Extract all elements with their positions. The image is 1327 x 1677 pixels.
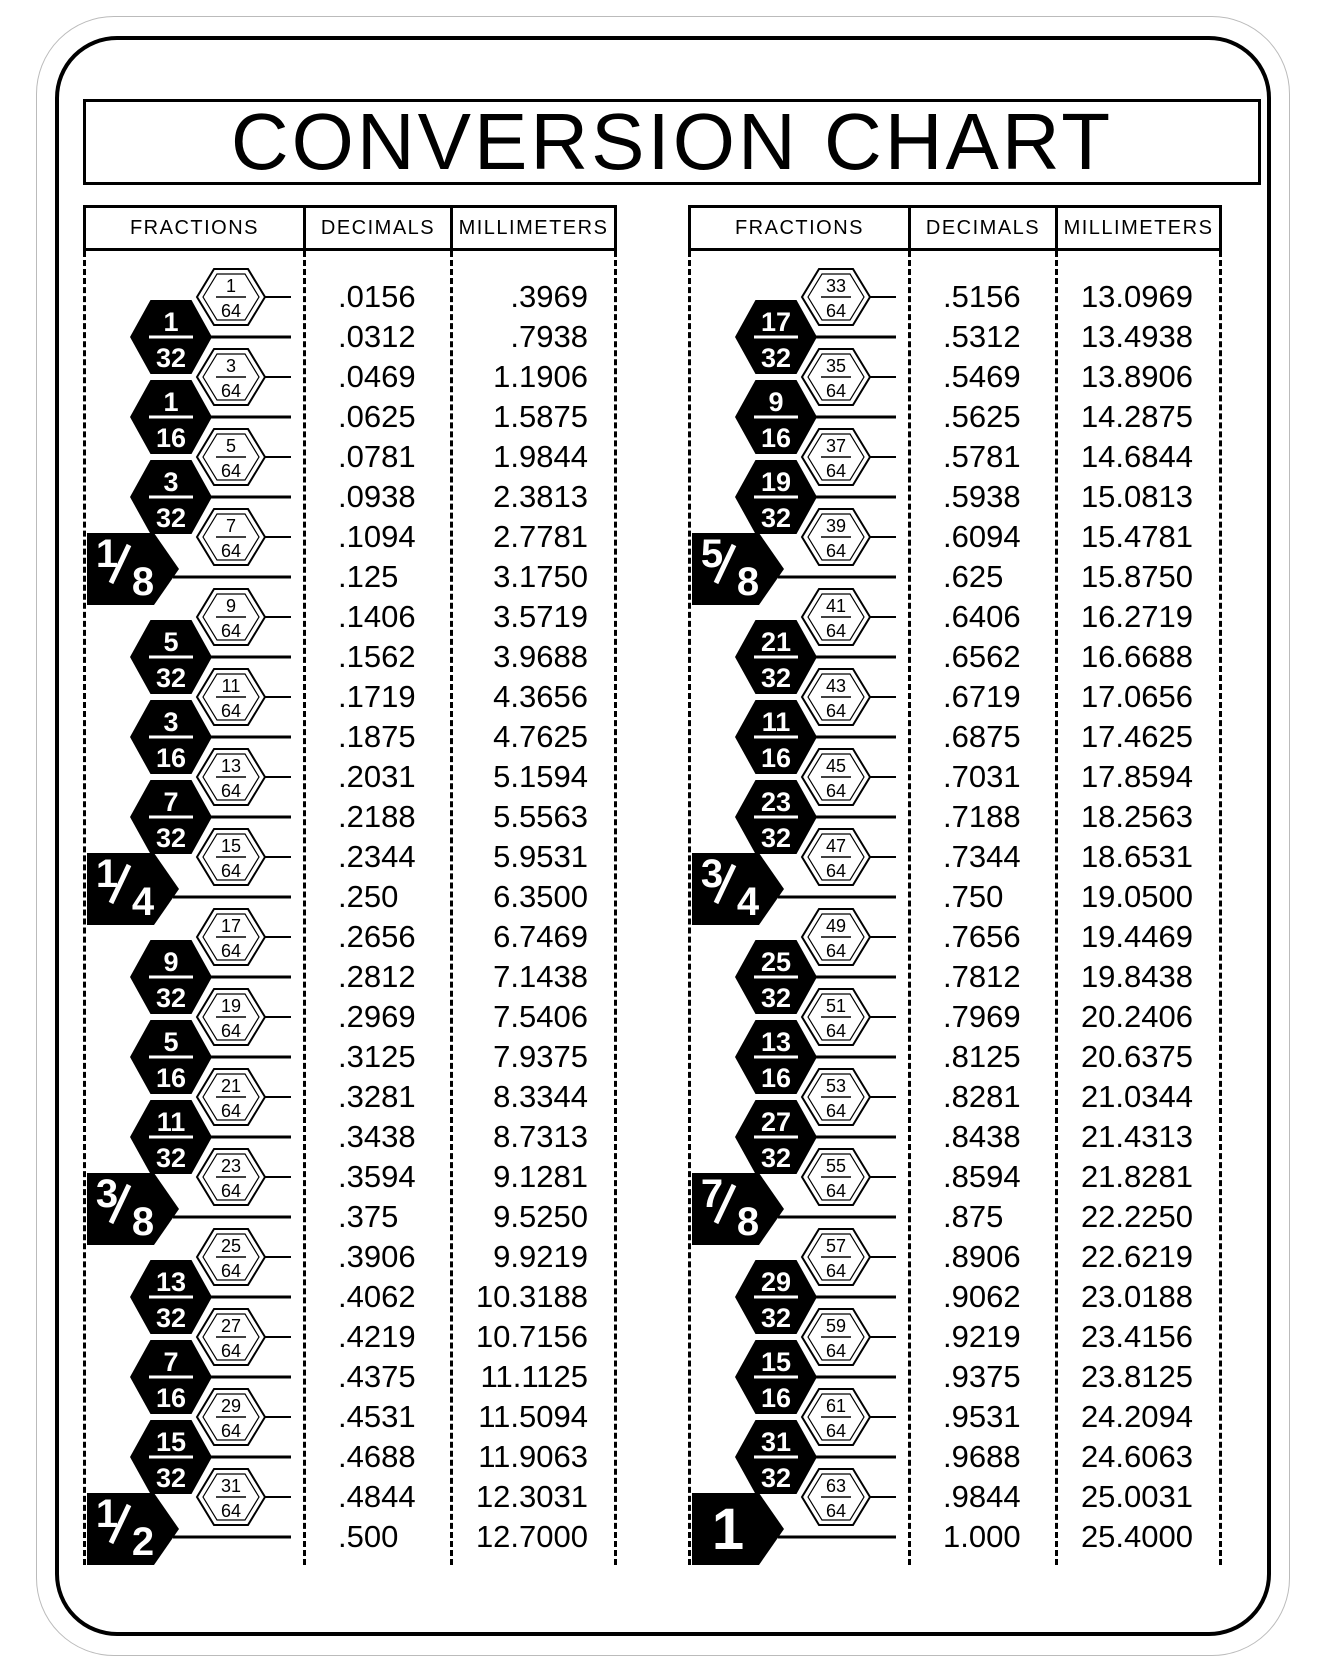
decimal-cell: .4375 xyxy=(338,1359,416,1394)
fraction-numerator: 11 xyxy=(221,676,241,696)
fraction-badge xyxy=(197,1309,291,1365)
fraction-denominator: 64 xyxy=(220,621,242,641)
fraction-denominator: 64 xyxy=(220,1421,242,1441)
millimeters-cell: 20.6375 xyxy=(1080,1039,1193,1074)
fraction-badge xyxy=(197,509,291,565)
decimal-cell: .7188 xyxy=(943,799,1021,834)
fraction-numerator: 21 xyxy=(760,627,792,657)
fraction-numerator: 31 xyxy=(760,1427,792,1457)
fraction-numerator: 45 xyxy=(825,756,847,776)
fraction-denominator: 64 xyxy=(825,861,847,881)
fraction-denominator: 64 xyxy=(220,541,242,561)
millimeters-cell: 16.2719 xyxy=(1080,599,1193,634)
millimeters-cell: 1.1906 xyxy=(493,359,588,394)
fraction-numerator: 31 xyxy=(220,1476,242,1496)
fraction-numerator: 23 xyxy=(220,1156,242,1176)
decimal-cell: .750 xyxy=(943,879,1004,914)
millimeters-cell: 7.9375 xyxy=(493,1039,588,1074)
fraction-badge xyxy=(197,989,291,1045)
fraction-numerator: 7 xyxy=(700,1172,724,1216)
millimeters-cell: 1.9844 xyxy=(493,439,588,474)
millimeters-cell: 7.5406 xyxy=(493,999,588,1034)
decimal-cell: .3594 xyxy=(338,1159,416,1194)
fraction-denominator: 64 xyxy=(825,1021,847,1041)
fraction-badge xyxy=(802,749,896,805)
fraction-denominator: 16 xyxy=(760,743,792,773)
decimal-cell: .9531 xyxy=(943,1399,1021,1434)
fraction-numerator: 57 xyxy=(825,1236,847,1256)
millimeters-cell: 4.3656 xyxy=(493,679,588,714)
fraction-denominator: 64 xyxy=(825,541,847,561)
fraction-numerator: 51 xyxy=(825,996,847,1016)
millimeters-cell: 2.7781 xyxy=(493,519,588,554)
fraction-numerator: 9 xyxy=(225,596,237,616)
decimal-cell: .7812 xyxy=(943,959,1021,994)
millimeters-cell: 19.0500 xyxy=(1080,879,1193,914)
fraction-numerator: 27 xyxy=(760,1107,792,1137)
millimeters-cell: 9.9219 xyxy=(493,1239,588,1274)
fraction-numerator: 13 xyxy=(155,1267,187,1297)
decimal-cell: .5469 xyxy=(943,359,1021,394)
fraction-denominator: 32 xyxy=(760,1463,792,1493)
fraction-numerator: 3 xyxy=(225,356,237,376)
fraction-numerator: 5 xyxy=(700,532,724,576)
table-left xyxy=(83,205,651,1565)
millimeters-cell: 18.6531 xyxy=(1080,839,1193,874)
decimal-cell: .6094 xyxy=(943,519,1021,554)
decimal-cell: .8125 xyxy=(943,1039,1021,1074)
decimal-cell: .0938 xyxy=(338,479,416,514)
fraction-badge xyxy=(197,589,291,645)
decimal-cell: .1406 xyxy=(338,599,416,634)
fraction-denominator: 64 xyxy=(220,301,242,321)
fraction-denominator: 64 xyxy=(220,941,242,961)
decimal-cell: .6875 xyxy=(943,719,1021,754)
millimeters-cell: 7.1438 xyxy=(493,959,588,994)
millimeters-cell: 2.3813 xyxy=(493,479,588,514)
millimeters-cell: 12.3031 xyxy=(475,1479,588,1514)
fraction-numerator: 53 xyxy=(825,1076,847,1096)
millimeters-cell: 23.4156 xyxy=(1080,1319,1193,1354)
fraction-numerator: 47 xyxy=(825,836,847,856)
decimal-cell: .6719 xyxy=(943,679,1021,714)
millimeters-cell: 11.5094 xyxy=(478,1399,588,1434)
fraction-badge xyxy=(802,1469,896,1525)
millimeters-cell: 3.1750 xyxy=(493,559,588,594)
fraction-denominator: 32 xyxy=(760,983,792,1013)
fraction-numerator: 3 xyxy=(163,707,179,737)
fraction-denominator: 64 xyxy=(825,1261,847,1281)
fraction-badge xyxy=(197,749,291,805)
millimeters-cell: .3969 xyxy=(510,279,588,314)
millimeters-cell: 11.1125 xyxy=(480,1359,588,1394)
millimeters-cell: 19.4469 xyxy=(1080,919,1193,954)
millimeters-cell: 8.3344 xyxy=(493,1079,588,1114)
fraction-badge xyxy=(197,429,291,485)
fraction-whole: 1 xyxy=(711,1497,745,1562)
fraction-badge xyxy=(197,269,291,325)
millimeters-cell: 3.9688 xyxy=(493,639,588,674)
fraction-badge xyxy=(197,1069,291,1125)
table-right xyxy=(688,205,1256,1565)
decimal-cell: .250 xyxy=(338,879,399,914)
header-millimeters: MILLIMETERS xyxy=(1055,205,1222,251)
millimeters-cell: 13.0969 xyxy=(1080,279,1193,314)
fraction-badge xyxy=(197,349,291,405)
decimal-cell: .1875 xyxy=(338,719,416,754)
millimeters-cell: 17.8594 xyxy=(1080,759,1193,794)
decimal-cell: .5156 xyxy=(943,279,1021,314)
fraction-numerator: 11 xyxy=(761,707,791,737)
fraction-denominator: 64 xyxy=(825,1421,847,1441)
decimal-cell: .2656 xyxy=(338,919,416,954)
decimal-cell: .9844 xyxy=(943,1479,1021,1514)
fraction-numerator: 61 xyxy=(825,1396,847,1416)
fraction-badge xyxy=(802,509,896,565)
fraction-numerator: 59 xyxy=(825,1316,847,1336)
fraction-numerator: 29 xyxy=(220,1396,242,1416)
millimeters-cell: 1.5875 xyxy=(493,399,588,434)
decimal-cell: .4531 xyxy=(338,1399,416,1434)
decimal-cell: .1562 xyxy=(338,639,416,674)
fraction-numerator: 55 xyxy=(825,1156,847,1176)
fraction-numerator: 43 xyxy=(825,676,847,696)
fraction-denominator: 32 xyxy=(760,1143,792,1173)
decimal-cell: .4219 xyxy=(338,1319,416,1354)
fraction-numerator: 33 xyxy=(825,276,847,296)
decimal-cell: .375 xyxy=(338,1199,399,1234)
decimal-cell: .125 xyxy=(338,559,399,594)
header-fractions: FRACTIONS xyxy=(83,205,306,251)
millimeters-cell: 23.8125 xyxy=(1080,1359,1193,1394)
millimeters-cell: 11.9063 xyxy=(478,1439,588,1474)
fraction-numerator: 15 xyxy=(760,1347,792,1377)
millimeters-cell: .7938 xyxy=(510,319,588,354)
fraction-badge xyxy=(802,1229,896,1285)
millimeters-cell: 10.7156 xyxy=(475,1319,588,1354)
fraction-denominator: 16 xyxy=(155,1063,187,1093)
header-millimeters: MILLIMETERS xyxy=(450,205,617,251)
fraction-denominator: 64 xyxy=(825,621,847,641)
millimeters-cell: 9.1281 xyxy=(493,1159,588,1194)
fraction-badge xyxy=(802,349,896,405)
fraction-numerator: 15 xyxy=(155,1427,187,1457)
fraction-denominator: 8 xyxy=(131,560,155,604)
decimal-cell: .0625 xyxy=(338,399,416,434)
fraction-denominator: 64 xyxy=(825,1181,847,1201)
fraction-numerator: 9 xyxy=(163,947,179,977)
fraction-numerator: 27 xyxy=(220,1316,242,1336)
fraction-numerator: 1 xyxy=(163,387,179,417)
fraction-numerator: 25 xyxy=(220,1236,242,1256)
decimal-cell: .7031 xyxy=(943,759,1021,794)
decimal-cell: .8594 xyxy=(943,1159,1021,1194)
fraction-denominator: 64 xyxy=(825,1341,847,1361)
decimal-cell: .7344 xyxy=(943,839,1021,874)
header-fractions: FRACTIONS xyxy=(688,205,911,251)
decimal-cell: .1094 xyxy=(338,519,416,554)
fraction-denominator: 32 xyxy=(155,1303,187,1333)
decimal-cell: .625 xyxy=(943,559,1004,594)
decimal-cell: .0312 xyxy=(338,319,416,354)
fraction-numerator: 35 xyxy=(825,356,847,376)
decimal-cell: .8281 xyxy=(943,1079,1021,1114)
fraction-denominator: 8 xyxy=(736,560,760,604)
decimal-cell: .5938 xyxy=(943,479,1021,514)
fraction-denominator: 64 xyxy=(220,1021,242,1041)
fraction-denominator: 32 xyxy=(760,823,792,853)
fraction-denominator: 2 xyxy=(131,1520,155,1564)
millimeters-cell: 4.7625 xyxy=(493,719,588,754)
decimal-cell: .3125 xyxy=(338,1039,416,1074)
fraction-denominator: 32 xyxy=(155,1143,187,1173)
decimal-cell: .4844 xyxy=(338,1479,416,1514)
fraction-numerator: 37 xyxy=(825,436,847,456)
fraction-badge xyxy=(197,1469,291,1525)
decimal-cell: .8906 xyxy=(943,1239,1021,1274)
fraction-numerator: 29 xyxy=(760,1267,792,1297)
fraction-numerator: 41 xyxy=(825,596,847,616)
fraction-numerator: 9 xyxy=(768,387,784,417)
millimeters-cell: 6.3500 xyxy=(493,879,588,914)
decimal-cell: .5625 xyxy=(943,399,1021,434)
decimal-cell: .5312 xyxy=(943,319,1021,354)
fraction-numerator: 25 xyxy=(760,947,792,977)
fraction-denominator: 64 xyxy=(825,381,847,401)
millimeters-cell: 24.2094 xyxy=(1080,1399,1193,1434)
fraction-badge xyxy=(802,829,896,885)
millimeters-cell: 13.4938 xyxy=(1080,319,1193,354)
fraction-denominator: 64 xyxy=(220,1101,242,1121)
decimal-cell: .2188 xyxy=(338,799,416,834)
fraction-denominator: 16 xyxy=(760,1383,792,1413)
fraction-denominator: 64 xyxy=(220,781,242,801)
decimal-cell: .9062 xyxy=(943,1279,1021,1314)
decimal-cell: .2969 xyxy=(338,999,416,1034)
decimal-cell: .8438 xyxy=(943,1119,1021,1154)
fraction-denominator: 4 xyxy=(736,880,760,924)
fraction-denominator: 64 xyxy=(220,1261,242,1281)
fraction-badge xyxy=(197,1149,291,1205)
fraction-numerator: 21 xyxy=(220,1076,242,1096)
millimeters-cell: 3.5719 xyxy=(493,599,588,634)
decimal-cell: .3906 xyxy=(338,1239,416,1274)
millimeters-cell: 25.0031 xyxy=(1080,1479,1193,1514)
fraction-numerator: 5 xyxy=(225,436,237,456)
millimeters-cell: 21.8281 xyxy=(1080,1159,1193,1194)
fraction-numerator: 17 xyxy=(760,307,792,337)
decimal-cell: .3281 xyxy=(338,1079,416,1114)
fraction-badge xyxy=(802,989,896,1045)
fraction-badge xyxy=(802,1389,896,1445)
fraction-denominator: 32 xyxy=(760,503,792,533)
millimeters-cell: 5.1594 xyxy=(493,759,588,794)
fraction-badge xyxy=(197,1389,291,1445)
fraction-badge xyxy=(802,909,896,965)
fraction-denominator: 16 xyxy=(155,423,187,453)
decimal-cell: .1719 xyxy=(338,679,416,714)
decimal-cell: .6406 xyxy=(943,599,1021,634)
millimeters-cell: 19.8438 xyxy=(1080,959,1193,994)
millimeters-cell: 18.2563 xyxy=(1080,799,1193,834)
fraction-denominator: 64 xyxy=(220,1501,242,1521)
fraction-denominator: 32 xyxy=(155,663,187,693)
fraction-denominator: 64 xyxy=(220,1341,242,1361)
fraction-denominator: 64 xyxy=(825,701,847,721)
millimeters-cell: 22.2250 xyxy=(1080,1199,1193,1234)
fraction-denominator: 8 xyxy=(131,1200,155,1244)
fraction-denominator: 64 xyxy=(220,701,242,721)
fraction-denominator: 64 xyxy=(825,461,847,481)
fraction-badge xyxy=(802,269,896,325)
fraction-badge xyxy=(802,429,896,485)
fraction-denominator: 64 xyxy=(220,381,242,401)
decimal-cell: .5781 xyxy=(943,439,1021,474)
fraction-numerator: 15 xyxy=(220,836,242,856)
fraction-numerator: 7 xyxy=(225,516,237,536)
fraction-denominator: 32 xyxy=(155,343,187,373)
millimeters-cell: 23.0188 xyxy=(1080,1279,1193,1314)
millimeters-cell: 22.6219 xyxy=(1080,1239,1193,1274)
millimeters-cell: 15.0813 xyxy=(1080,479,1193,514)
millimeters-cell: 8.7313 xyxy=(493,1119,588,1154)
decimal-cell: .0781 xyxy=(338,439,416,474)
fraction-badge xyxy=(197,669,291,725)
fraction-badge xyxy=(197,909,291,965)
millimeters-cell: 15.8750 xyxy=(1080,559,1193,594)
fraction-denominator: 64 xyxy=(825,781,847,801)
fraction-numerator: 5 xyxy=(163,1027,179,1057)
decimal-cell: .7969 xyxy=(943,999,1021,1034)
fraction-numerator: 23 xyxy=(760,787,792,817)
millimeters-cell: 25.4000 xyxy=(1080,1519,1193,1554)
fraction-numerator: 3 xyxy=(700,852,724,896)
fraction-denominator: 64 xyxy=(220,1181,242,1201)
fraction-badge xyxy=(802,1309,896,1365)
decimal-cell: .2344 xyxy=(338,839,416,874)
fraction-numerator: 3 xyxy=(163,467,179,497)
fraction-denominator: 32 xyxy=(155,1463,187,1493)
decimal-cell: .2031 xyxy=(338,759,416,794)
millimeters-cell: 10.3188 xyxy=(475,1279,588,1314)
fraction-denominator: 16 xyxy=(155,1383,187,1413)
fraction-denominator: 32 xyxy=(760,1303,792,1333)
millimeters-cell: 6.7469 xyxy=(493,919,588,954)
decimal-cell: .4688 xyxy=(338,1439,416,1474)
fraction-denominator: 8 xyxy=(736,1200,760,1244)
millimeters-cell: 16.6688 xyxy=(1080,639,1193,674)
millimeters-cell: 17.0656 xyxy=(1080,679,1193,714)
millimeters-cell: 13.8906 xyxy=(1080,359,1193,394)
fraction-badge xyxy=(802,1149,896,1205)
fraction-badge xyxy=(802,589,896,645)
fraction-denominator: 32 xyxy=(760,663,792,693)
decimal-cell: .9219 xyxy=(943,1319,1021,1354)
fraction-badge xyxy=(802,1069,896,1125)
millimeters-cell: 12.7000 xyxy=(475,1519,588,1554)
page-title: CONVERSION CHART xyxy=(83,99,1261,185)
fraction-numerator: 39 xyxy=(825,516,847,536)
fraction-numerator: 19 xyxy=(220,996,242,1016)
decimal-cell: .3438 xyxy=(338,1119,416,1154)
fraction-numerator: 1 xyxy=(163,307,179,337)
fraction-numerator: 13 xyxy=(220,756,242,776)
millimeters-cell: 21.4313 xyxy=(1080,1119,1193,1154)
fraction-denominator: 16 xyxy=(760,423,792,453)
decimal-cell: .875 xyxy=(943,1199,1004,1234)
fraction-denominator: 64 xyxy=(825,1501,847,1521)
decimal-cell: .4062 xyxy=(338,1279,416,1314)
millimeters-cell: 9.5250 xyxy=(493,1199,588,1234)
millimeters-cell: 20.2406 xyxy=(1080,999,1193,1034)
decimal-cell: .6562 xyxy=(943,639,1021,674)
fraction-denominator: 64 xyxy=(825,1101,847,1121)
millimeters-cell: 15.4781 xyxy=(1080,519,1193,554)
fraction-numerator: 7 xyxy=(163,787,179,817)
millimeters-cell: 21.0344 xyxy=(1080,1079,1193,1114)
header-decimals: DECIMALS xyxy=(303,205,453,251)
decimal-cell: 1.000 xyxy=(943,1519,1021,1554)
fraction-numerator: 17 xyxy=(220,916,242,936)
fraction-denominator: 64 xyxy=(825,941,847,961)
millimeters-cell: 17.4625 xyxy=(1080,719,1193,754)
decimal-cell: .9375 xyxy=(943,1359,1021,1394)
millimeters-cell: 5.9531 xyxy=(493,839,588,874)
fraction-numerator: 1 xyxy=(225,276,237,296)
decimal-cell: .0469 xyxy=(338,359,416,394)
millimeters-cell: 24.6063 xyxy=(1080,1439,1193,1474)
millimeters-cell: 5.5563 xyxy=(493,799,588,834)
fraction-denominator: 32 xyxy=(155,503,187,533)
fraction-numerator: 1 xyxy=(95,852,119,896)
fraction-numerator: 11 xyxy=(156,1107,186,1137)
fraction-denominator: 16 xyxy=(155,743,187,773)
fraction-numerator: 1 xyxy=(95,532,119,576)
fraction-denominator: 4 xyxy=(131,880,155,924)
fraction-denominator: 32 xyxy=(155,983,187,1013)
fraction-badge xyxy=(802,669,896,725)
fraction-denominator: 32 xyxy=(760,343,792,373)
fraction-numerator: 7 xyxy=(163,1347,179,1377)
fraction-numerator: 63 xyxy=(825,1476,847,1496)
decimal-cell: .0156 xyxy=(338,279,416,314)
fraction-numerator: 5 xyxy=(163,627,179,657)
fraction-badge xyxy=(197,829,291,885)
millimeters-cell: 14.2875 xyxy=(1080,399,1193,434)
fraction-numerator: 13 xyxy=(760,1027,792,1057)
decimal-cell: .2812 xyxy=(338,959,416,994)
fraction-numerator: 3 xyxy=(95,1172,119,1216)
fraction-numerator: 49 xyxy=(825,916,847,936)
decimal-cell: .9688 xyxy=(943,1439,1021,1474)
header-decimals: DECIMALS xyxy=(908,205,1058,251)
fraction-denominator: 32 xyxy=(155,823,187,853)
fraction-badge xyxy=(197,1229,291,1285)
fraction-numerator: 19 xyxy=(760,467,792,497)
fraction-denominator: 64 xyxy=(220,461,242,481)
decimal-cell: .7656 xyxy=(943,919,1021,954)
decimal-cell: .500 xyxy=(338,1519,399,1554)
millimeters-cell: 14.6844 xyxy=(1080,439,1193,474)
fraction-denominator: 16 xyxy=(760,1063,792,1093)
fraction-denominator: 64 xyxy=(220,861,242,881)
fraction-numerator: 1 xyxy=(95,1492,119,1536)
fraction-denominator: 64 xyxy=(825,301,847,321)
